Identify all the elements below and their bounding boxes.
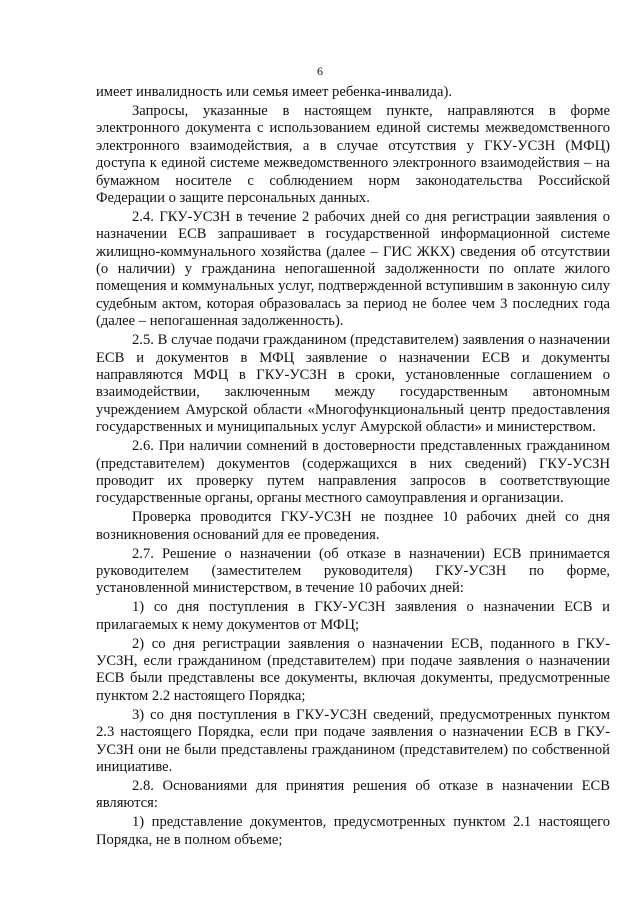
paragraph-requests-form: Запросы, указанные в настоящем пункте, направляются в форме электронного документа с использованием единой системы межведомственного электронного взаимодействия, а в случае отсутствия у ГКУ-УСЗН (МФЦ) доступа к единой системе межведомственного электронного взаимодействия – на бумажном носителе с соблюдением норм законодательства Российской Федерации о защите персональных данных. xyxy=(96,102,610,206)
list-item-2-7-2: 2) со дня регистрации заявления о назначении ЕСВ, поданного в ГКУ-УСЗН, если гражданином (представителем) при подаче заявления о назначении ЕСВ были представлены все документы, включая документы, предусмотренные пунктом 2.2 настоящего Порядка; xyxy=(96,635,610,704)
paragraph-2-5: 2.5. В случае подачи гражданином (представителем) заявления о назначении ЕСВ и документов в МФЦ заявление о назначении ЕСВ и документы направляются МФЦ в ГКУ-УСЗН в сроки, установленные соглашением о взаимодействии, заключенным между государственным автономным учреждением Амурской области «Многофункциональный центр предоставления государственных и муниципальных услуг Амурской области» и министерством. xyxy=(96,332,610,436)
paragraph-verification: Проверка проводится ГКУ-УСЗН не позднее 10 рабочих дней со дня возникновения оснований для ее проведения. xyxy=(96,509,610,543)
paragraph-2-4: 2.4. ГКУ-УСЗН в течение 2 рабочих дней со дня регистрации заявления о назначении ЕСВ запрашивает в государственной информационной системе жилищно-коммунального хозяйства (далее – ГИС ЖКХ) сведения об отсутствии (о наличии) у гражданина непогашенной задолженности по оплате жилого помещения и коммунальных услуг, подтвержденной вступившим в законную силу судебным актом, которая образовалась за период не более чем 3 последних года (далее – непогашенная задолженность). xyxy=(96,208,610,330)
list-item-2-7-1: 1) со дня поступления в ГКУ-УСЗН заявления о назначении ЕСВ и прилагаемых к нему документов от МФЦ; xyxy=(96,599,610,633)
list-item-2-7-3: 3) со дня поступления в ГКУ-УСЗН сведений, предусмотренных пунктом 2.3 настоящего Порядка, если при подаче заявления о назначении ЕСВ в ГКУ-УСЗН они не были представлены гражданином (представителем) по собственной инициативе. xyxy=(96,706,610,775)
paragraph-2-6: 2.6. При наличии сомнений в достоверности представленных гражданином (представителем) документов (содержащихся в них сведений) ГКУ-УСЗН проводит их проверку путем направления запросов в соответствующие государственные органы, органы местного самоуправления и организации. xyxy=(96,438,610,507)
list-item-2-8-1: 1) представление документов, предусмотренных пунктом 2.1 настоящего Порядка, не в полном объеме; xyxy=(96,814,610,848)
paragraph-2-7: 2.7. Решение о назначении (об отказе в назначении) ЕСВ принимается руководителем (заместителем руководителя) ГКУ-УСЗН по форме, установленной министерством, в течение 10 рабочих дней: xyxy=(96,545,610,597)
page-number: 6 xyxy=(317,64,323,78)
paragraph-2-8: 2.8. Основаниями для принятия решения об отказе в назначении ЕСВ являются: xyxy=(96,777,610,812)
paragraph-continuation: имеет инвалидность или семья имеет ребенка-инвалида). xyxy=(96,84,452,100)
document-body xyxy=(96,84,610,850)
